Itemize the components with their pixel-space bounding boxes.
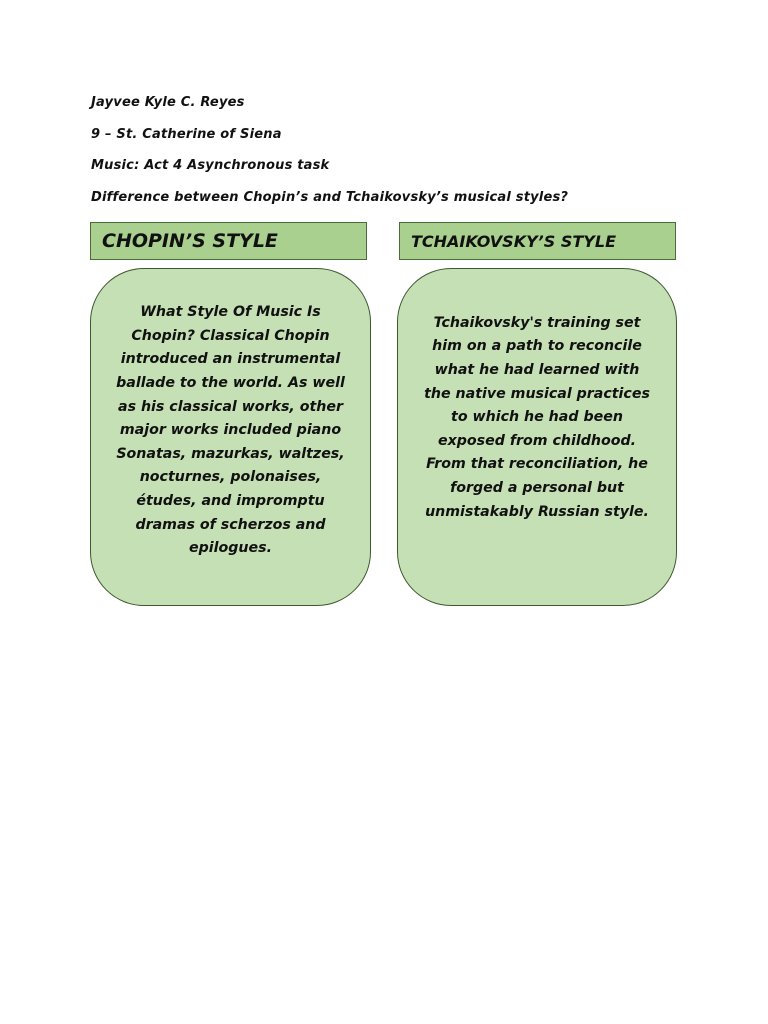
student-section: 9 – St. Catherine of Siena — [91, 127, 282, 142]
chopin-style-title: CHOPIN’S STYLE — [102, 230, 278, 252]
chopin-style-card — [90, 268, 371, 606]
tchaikovsky-style-description: Tchaikovsky's training set him on a path to reconcile what he had learned with the native musical practices to which he had been exposed from childhood. From that reconciliation, he forged a personal but unmistakably Russian style. — [424, 314, 650, 520]
tchaikovsky-style-heading — [399, 222, 676, 260]
question-text: Difference between Chopin’s and Tchaikovsky’s musical styles? — [91, 190, 569, 205]
chopin-style-heading — [90, 222, 367, 260]
tchaikovsky-style-card — [397, 268, 677, 606]
chopin-style-description: What Style Of Music Is Chopin? Classical Chopin introduced an instrumental ballade to the world. As well as his classical works, other major works included piano Sonatas, mazurkas, waltzes, nocturnes, polonaises, études, and impromptu dramas of scherzos and epilogues. — [116, 304, 345, 557]
student-name: Jayvee Kyle C. Reyes — [91, 95, 245, 110]
tchaikovsky-style-title: TCHAIKOVSKY’S STYLE — [411, 231, 616, 251]
task-title: Music: Act 4 Asynchronous task — [91, 158, 330, 173]
